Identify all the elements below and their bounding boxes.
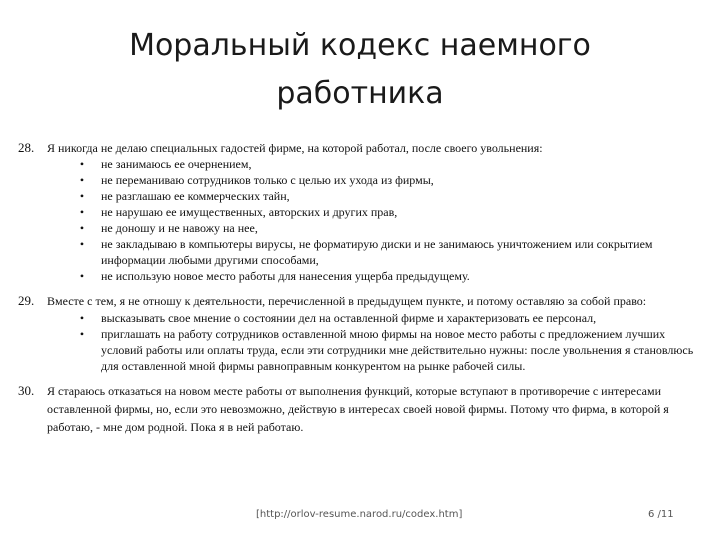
list-item-text: не использую новое место работы для нанесения ущерба предыдущему. <box>101 269 470 283</box>
list-item <box>47 156 708 172</box>
slide-title-line-1: Моральный кодекс наемного <box>129 28 591 63</box>
bullet-icon: • <box>79 221 85 235</box>
item-lead-text: Я никогда не делаю специальных гадостей фирме, на которой работал, после своего увольнения: <box>47 141 543 155</box>
list-item-text: высказывать свое мнение о состоянии дел на оставленной фирме и характеризовать ее персонал, <box>101 311 597 325</box>
bullet-icon: • <box>79 157 85 171</box>
bullet-icon: • <box>79 327 85 341</box>
item-body <box>47 382 708 436</box>
list-item <box>47 236 708 268</box>
list-item-text: не нарушаю ее имущественных, авторских и других прав, <box>101 205 398 219</box>
list-item <box>47 326 708 374</box>
code-item-30 <box>18 382 708 436</box>
item-lead-text: Вместе с тем, я не отношу к деятельности, перечисленной в предыдущем пункте, и потому оставляю за собой право: <box>47 294 647 308</box>
slide-title <box>60 22 660 118</box>
item-number: 30. <box>18 383 35 398</box>
bullet-icon: • <box>79 205 85 219</box>
list-item <box>47 188 708 204</box>
list-item-text: не доношу и не навожу на нее, <box>101 221 258 235</box>
list-item-text: не закладываю в компьютеры вирусы, не форматирую диски и не занимаюсь уничтожением или сокрытием информации любыми другими способами, <box>101 237 653 267</box>
item-lead-text: Я стараюсь отказаться на новом месте работы от выполнения функций, которые вступают в противоречие с интересами оставленной фирмы, но, если это невозможно, действую в интересах своей новой фирмы. Потому что фирма, в которой я работаю, - мне дом родной. Пока я в ней работаю. <box>47 384 669 434</box>
list-item <box>47 204 708 220</box>
source-link[interactable]: [http://orlov-resume.narod.ru/codex.htm] <box>256 509 463 520</box>
list-item <box>47 268 708 284</box>
code-content <box>18 140 708 436</box>
slide-title-line-2: работника <box>276 76 444 111</box>
list-item <box>47 310 708 326</box>
list-item-text: не занимаюсь ее очернением, <box>101 157 252 171</box>
list-item-text: не переманиваю сотрудников только с целью их ухода из фирмы, <box>101 173 434 187</box>
bullet-icon: • <box>79 189 85 203</box>
bullet-icon: • <box>79 237 85 251</box>
item-number: 29. <box>18 293 35 308</box>
bullet-list <box>47 310 708 374</box>
list-item-text: не разглашаю ее коммерческих тайн, <box>101 189 290 203</box>
item-number: 28. <box>18 140 35 155</box>
item-body <box>47 292 708 374</box>
bullet-list <box>47 156 708 284</box>
item-body <box>47 140 708 284</box>
list-item <box>47 220 708 236</box>
code-item-29 <box>18 292 708 374</box>
bullet-icon: • <box>79 311 85 325</box>
list-item <box>47 172 708 188</box>
bullet-icon: • <box>79 269 85 283</box>
code-item-28 <box>18 140 708 284</box>
bullet-icon: • <box>79 173 85 187</box>
list-item-text: приглашать на работу сотрудников оставленной мною фирмы на новое место работы с предложением лучших условий работы или оплаты труда, если эти сотрудники мне действительно нужны: после увольнения я становлюсь для оставленной мной фирмы равноправным конкурентом на рынке рабочей силы. <box>101 327 694 373</box>
page-number: 6 /11 <box>648 509 674 520</box>
